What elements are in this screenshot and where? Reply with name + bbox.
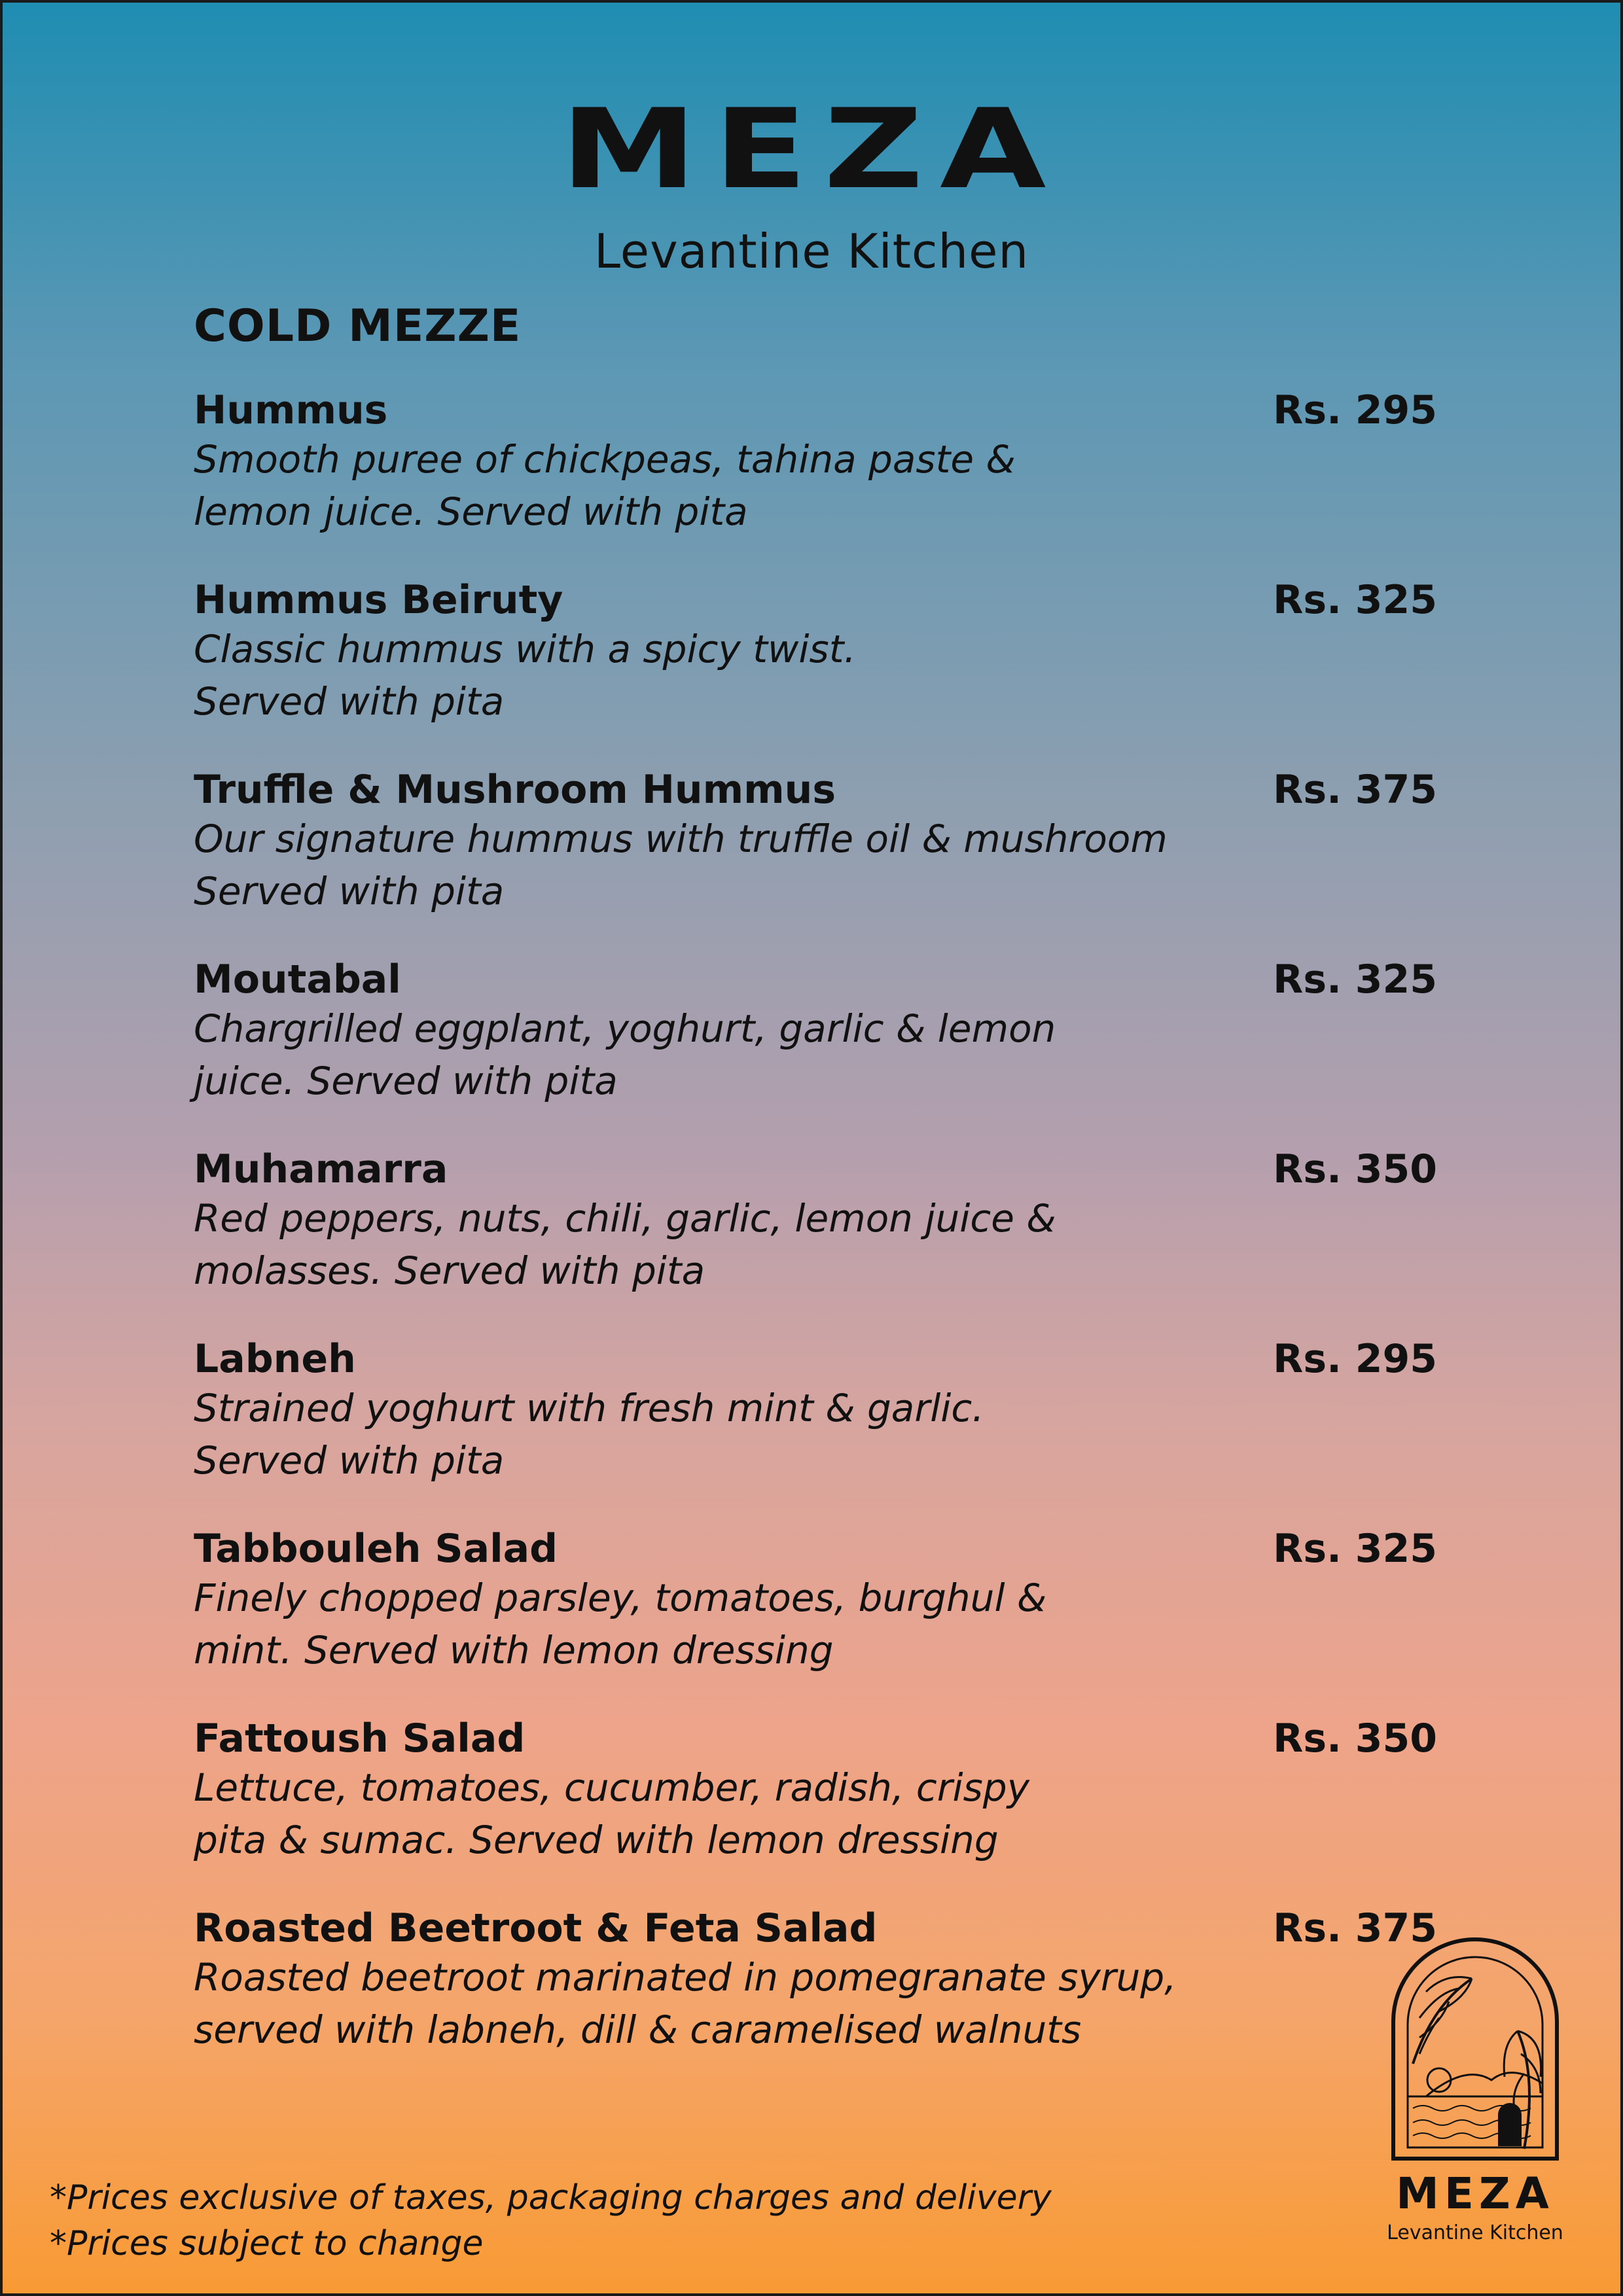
- brand-tagline: Levantine Kitchen: [594, 224, 1029, 279]
- item-price: Rs. 325: [1273, 577, 1437, 623]
- item-description: Classic hummus with a spicy twist. Served with pita: [194, 627, 856, 724]
- item-name: Muhamarra: [194, 1146, 448, 1192]
- item-price: Rs. 295: [1273, 387, 1437, 433]
- item-price: Rs. 325: [1273, 957, 1437, 1002]
- arch-palm-sunset-icon: [1387, 1933, 1563, 2162]
- menu-items: [194, 387, 1437, 2095]
- item-name: Tabbouleh Salad: [194, 1526, 558, 1572]
- menu-item: [194, 577, 1437, 767]
- item-description: Chargrilled eggplant, yoghurt, garlic & lemon juice. Served with pita: [194, 1006, 1056, 1103]
- item-price: Rs. 375: [1273, 767, 1437, 813]
- item-price: Rs. 350: [1273, 1146, 1437, 1192]
- menu-item: [194, 1905, 1437, 2095]
- item-description: Strained yoghurt with fresh mint & garlic. Served with pita: [194, 1386, 984, 1483]
- item-price: Rs. 325: [1273, 1526, 1437, 1572]
- item-price: Rs. 295: [1273, 1336, 1437, 1382]
- brand-header: [3, 85, 1620, 279]
- corner-brand-tagline: Levantine Kitchen: [1387, 2221, 1563, 2244]
- menu-item: [194, 1146, 1437, 1336]
- item-name: Fattoush Salad: [194, 1716, 526, 1761]
- corner-logo: [1370, 1933, 1580, 2244]
- section-title: COLD MEZZE: [194, 300, 522, 352]
- item-description: Finely chopped parsley, tomatoes, burghul & mint. Served with lemon dressing: [194, 1576, 1047, 1672]
- menu-item: [194, 1336, 1437, 1526]
- item-description: Red peppers, nuts, chili, garlic, lemon juice & molasses. Served with pita: [194, 1196, 1056, 1293]
- item-name: Truffle & Mushroom Hummus: [194, 767, 836, 813]
- item-name: Roasted Beetroot & Feta Salad: [194, 1905, 878, 1951]
- brand-name: MEZA: [560, 85, 1063, 213]
- note-change: *Prices subject to change: [50, 2224, 484, 2263]
- item-description: Smooth puree of chickpeas, tahina paste & lemon juice. Served with pita: [194, 437, 1016, 534]
- item-description: Our signature hummus with truffle oil & mushroom Served with pita: [194, 817, 1168, 913]
- item-price: Rs. 350: [1273, 1716, 1437, 1761]
- item-name: Moutabal: [194, 957, 401, 1002]
- note-taxes: *Prices exclusive of taxes, packaging charges and delivery: [50, 2178, 1052, 2217]
- price-notes: [50, 2175, 1052, 2267]
- item-name: Hummus Beiruty: [194, 577, 563, 623]
- item-name: Hummus: [194, 387, 388, 433]
- menu-item: [194, 387, 1437, 577]
- menu-item: [194, 957, 1437, 1146]
- item-description: Lettuce, tomatoes, cucumber, radish, crispy pita & sumac. Served with lemon dressing: [194, 1765, 1030, 1862]
- menu-item: [194, 1526, 1437, 1716]
- item-name: Labneh: [194, 1336, 356, 1382]
- item-description: Roasted beetroot marinated in pomegranate syrup, served with labneh, dill & caramelised walnuts: [194, 1955, 1177, 2052]
- item-price: Rs. 375: [1273, 1905, 1437, 1951]
- menu-item: [194, 767, 1437, 957]
- menu-item: [194, 1716, 1437, 1905]
- corner-brand-name: MEZA: [1396, 2168, 1554, 2219]
